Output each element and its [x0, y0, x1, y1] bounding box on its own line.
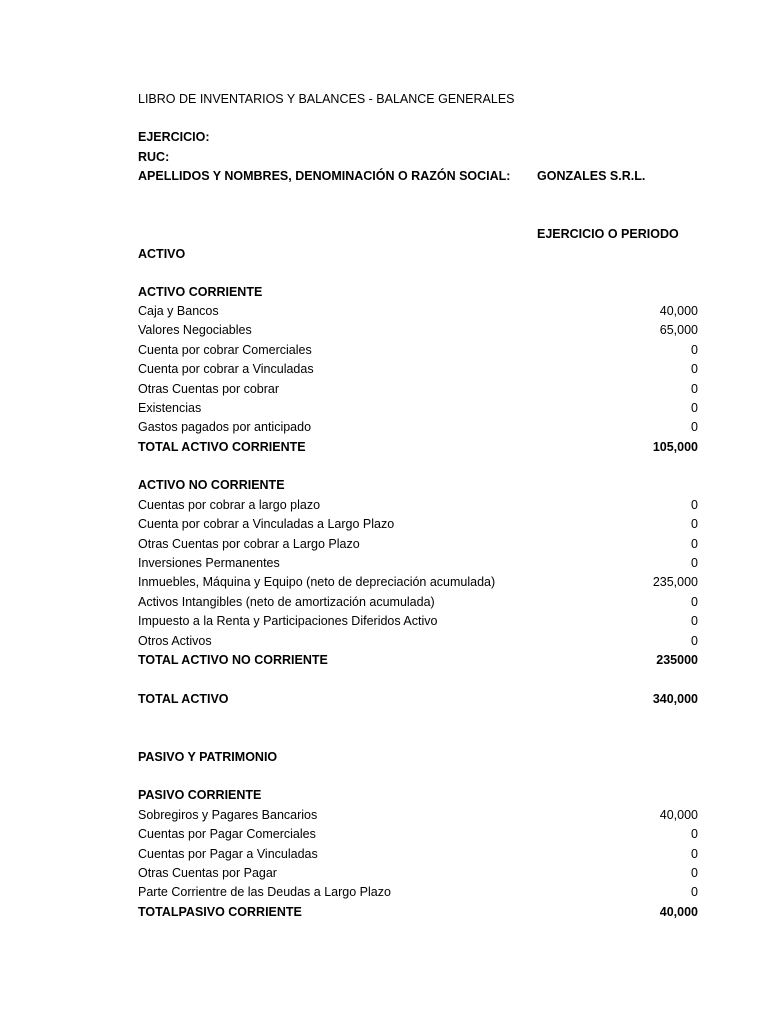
ejercicio-label: EJERCICIO: [138, 130, 210, 144]
total-value: 105,000 [652, 440, 698, 454]
activo-heading: ACTIVO [138, 247, 186, 261]
row-label: Sobregiros y Pagares Bancarios [138, 808, 318, 822]
razon-social-label: APELLIDOS Y NOMBRES, DENOMINACIÓN O RAZÓN SOCIAL: [138, 169, 511, 183]
row-value: 65,000 [659, 323, 698, 337]
row-value: 235,000 [652, 575, 698, 589]
table-row [138, 573, 698, 591]
row-value: 0 [691, 401, 698, 415]
total-row [138, 438, 698, 456]
total-value: 40,000 [659, 905, 698, 919]
total-row [138, 903, 698, 921]
row-value: 0 [691, 827, 698, 841]
table-row [138, 380, 698, 398]
row-label: Cuentas por Pagar a Vinculadas [138, 847, 318, 861]
row-value: 0 [691, 537, 698, 551]
table-row [138, 806, 698, 824]
razon-social-value: GONZALES S.R.L. [537, 169, 646, 183]
row-label: Cuentas por cobrar a largo plazo [138, 498, 321, 512]
row-value: 40,000 [659, 808, 698, 822]
table-row [138, 845, 698, 863]
row-value: 0 [691, 556, 698, 570]
row-label: Otras Cuentas por Pagar [138, 866, 277, 880]
total-activo-row [138, 690, 698, 708]
row-label: Inversiones Permanentes [138, 556, 280, 570]
row-value: 0 [691, 847, 698, 861]
row-label: Activos Intangibles (neto de amortización acumulada) [138, 595, 435, 609]
row-label: Gastos pagados por anticipado [138, 420, 312, 434]
total-value: 340,000 [652, 692, 698, 706]
row-label: Existencias [138, 401, 202, 415]
table-row [138, 883, 698, 901]
period-column-label: EJERCICIO O PERIODO [537, 227, 679, 241]
table-row [138, 632, 698, 650]
document-title: LIBRO DE INVENTARIOS Y BALANCES - BALANCE GENERALES [138, 92, 515, 106]
total-label: TOTAL ACTIVO CORRIENTE [138, 440, 306, 454]
row-label: Otros Activos [138, 634, 212, 648]
total-value: 235000 [656, 653, 698, 667]
row-label: Cuentas por Pagar Comerciales [138, 827, 316, 841]
activo-no-corriente-heading: ACTIVO NO CORRIENTE [138, 478, 285, 492]
row-value: 0 [691, 595, 698, 609]
table-row [138, 515, 698, 533]
row-label: Parte Corrientre de las Deudas a Largo Plazo [138, 885, 391, 899]
row-value: 0 [691, 517, 698, 531]
table-row [138, 341, 698, 359]
table-row [138, 321, 698, 339]
total-label: TOTAL ACTIVO [138, 692, 229, 706]
row-value: 0 [691, 866, 698, 880]
ruc-label: RUC: [138, 150, 170, 164]
table-row [138, 418, 698, 436]
row-value: 0 [691, 343, 698, 357]
row-label: Impuesto a la Renta y Participaciones Diferidos Activo [138, 614, 438, 628]
total-label: TOTAL ACTIVO NO CORRIENTE [138, 653, 328, 667]
table-row [138, 399, 698, 417]
pasivo-corriente-heading: PASIVO CORRIENTE [138, 788, 262, 802]
row-label: Cuenta por cobrar a Vinculadas [138, 362, 314, 376]
table-row [138, 302, 698, 320]
row-value: 0 [691, 614, 698, 628]
table-row [138, 825, 698, 843]
row-label: Cuenta por cobrar Comerciales [138, 343, 312, 357]
table-row [138, 864, 698, 882]
table-row [138, 554, 698, 572]
row-value: 0 [691, 420, 698, 434]
total-label: TOTALPASIVO CORRIENTE [138, 905, 302, 919]
row-value: 0 [691, 634, 698, 648]
pasivo-patrimonio-heading: PASIVO Y PATRIMONIO [138, 750, 278, 764]
row-label: Otras Cuentas por cobrar a Largo Plazo [138, 537, 360, 551]
row-value: 0 [691, 885, 698, 899]
row-label: Caja y Bancos [138, 304, 219, 318]
row-value: 0 [691, 498, 698, 512]
row-value: 0 [691, 382, 698, 396]
table-row [138, 612, 698, 630]
activo-corriente-heading: ACTIVO CORRIENTE [138, 285, 263, 299]
row-label: Valores Negociables [138, 323, 252, 337]
table-row [138, 535, 698, 553]
table-row [138, 593, 698, 611]
table-row [138, 360, 698, 378]
total-row [138, 651, 698, 669]
row-label: Otras Cuentas por cobrar [138, 382, 280, 396]
row-label: Inmuebles, Máquina y Equipo (neto de depreciación acumulada) [138, 575, 496, 589]
row-value: 40,000 [659, 304, 698, 318]
row-label: Cuenta por cobrar a Vinculadas a Largo Plazo [138, 517, 395, 531]
row-value: 0 [691, 362, 698, 376]
table-row [138, 496, 698, 514]
